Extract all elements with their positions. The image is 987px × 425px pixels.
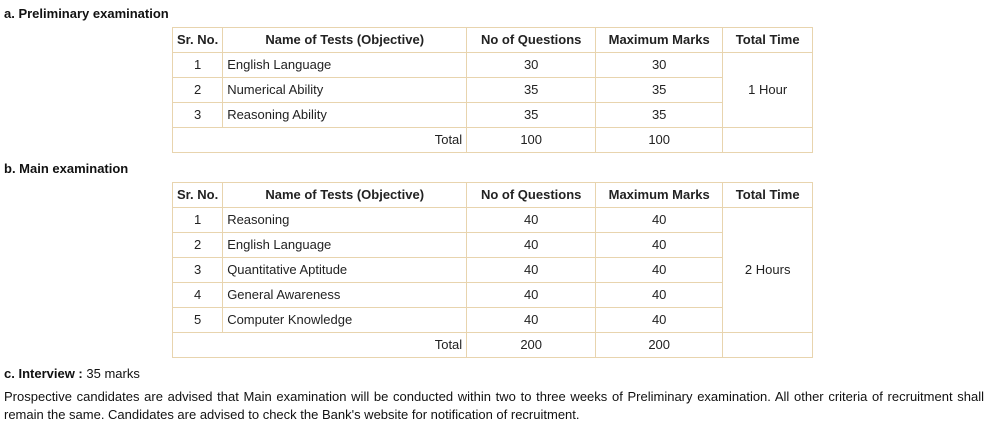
cell-total-time: 2 Hours: [723, 208, 813, 333]
interview-marks: 35 marks: [86, 366, 140, 381]
table-row: [173, 78, 813, 103]
col-header-marks: Maximum Marks: [596, 28, 723, 53]
cell-questions: 40: [467, 283, 596, 308]
table-row: [173, 283, 813, 308]
interview-label: c. Interview :: [4, 366, 83, 381]
table-header-row: [173, 28, 813, 53]
cell-test-name: Quantitative Aptitude: [223, 258, 467, 283]
cell-marks: 40: [596, 208, 723, 233]
col-header-time: Total Time: [723, 28, 813, 53]
prelim-heading: a. Preliminary examination: [4, 6, 169, 21]
cell-marks: 40: [596, 283, 723, 308]
cell-sr: 2: [173, 78, 223, 103]
col-header-time: Total Time: [723, 183, 813, 208]
cell-test-name: English Language: [223, 53, 467, 78]
main-heading: b. Main examination: [4, 161, 129, 176]
cell-marks: 35: [596, 78, 723, 103]
main-table: [172, 182, 813, 358]
total-row: [173, 333, 813, 358]
col-header-name: Name of Tests (Objective): [223, 28, 467, 53]
cell-marks: 40: [596, 233, 723, 258]
cell-sr: 5: [173, 308, 223, 333]
cell-total-time: 1 Hour: [723, 53, 813, 128]
table-row: [173, 258, 813, 283]
col-header-questions: No of Questions: [467, 28, 596, 53]
cell-test-name: Reasoning: [223, 208, 467, 233]
total-time-empty: [723, 128, 813, 153]
cell-marks: 30: [596, 53, 723, 78]
total-label: Total: [173, 333, 467, 358]
recruitment-note: Prospective candidates are advised that Main examination will be conducted within two to three weeks of Preliminary examination. All other criteria of recruitment shall remain the same. Candidates are advised to check the Bank's website for notification of recruitment.: [4, 389, 984, 422]
cell-questions: 40: [467, 208, 596, 233]
table-row: [173, 53, 813, 78]
cell-test-name: Numerical Ability: [223, 78, 467, 103]
cell-sr: 1: [173, 53, 223, 78]
total-label: Total: [173, 128, 467, 153]
table-header-row: [173, 183, 813, 208]
total-marks: 200: [596, 333, 723, 358]
cell-sr: 3: [173, 258, 223, 283]
total-marks: 100: [596, 128, 723, 153]
col-header-sr: Sr. No.: [173, 183, 223, 208]
cell-questions: 40: [467, 258, 596, 283]
col-header-sr: Sr. No.: [173, 28, 223, 53]
table-row: [173, 208, 813, 233]
cell-test-name: English Language: [223, 233, 467, 258]
total-time-empty: [723, 333, 813, 358]
table-row: [173, 233, 813, 258]
cell-test-name: Reasoning Ability: [223, 103, 467, 128]
cell-questions: 35: [467, 78, 596, 103]
cell-sr: 1: [173, 208, 223, 233]
total-row: [173, 128, 813, 153]
cell-questions: 40: [467, 308, 596, 333]
interview-heading: [4, 366, 140, 381]
cell-sr: 3: [173, 103, 223, 128]
cell-questions: 40: [467, 233, 596, 258]
cell-test-name: General Awareness: [223, 283, 467, 308]
col-header-questions: No of Questions: [467, 183, 596, 208]
total-questions: 200: [467, 333, 596, 358]
table-row: [173, 308, 813, 333]
cell-sr: 2: [173, 233, 223, 258]
cell-questions: 35: [467, 103, 596, 128]
cell-marks: 35: [596, 103, 723, 128]
table-row: [173, 103, 813, 128]
prelim-table: [172, 27, 813, 153]
cell-sr: 4: [173, 283, 223, 308]
total-questions: 100: [467, 128, 596, 153]
cell-test-name: Computer Knowledge: [223, 308, 467, 333]
cell-questions: 30: [467, 53, 596, 78]
cell-marks: 40: [596, 308, 723, 333]
col-header-marks: Maximum Marks: [596, 183, 723, 208]
col-header-name: Name of Tests (Objective): [223, 183, 467, 208]
cell-marks: 40: [596, 258, 723, 283]
